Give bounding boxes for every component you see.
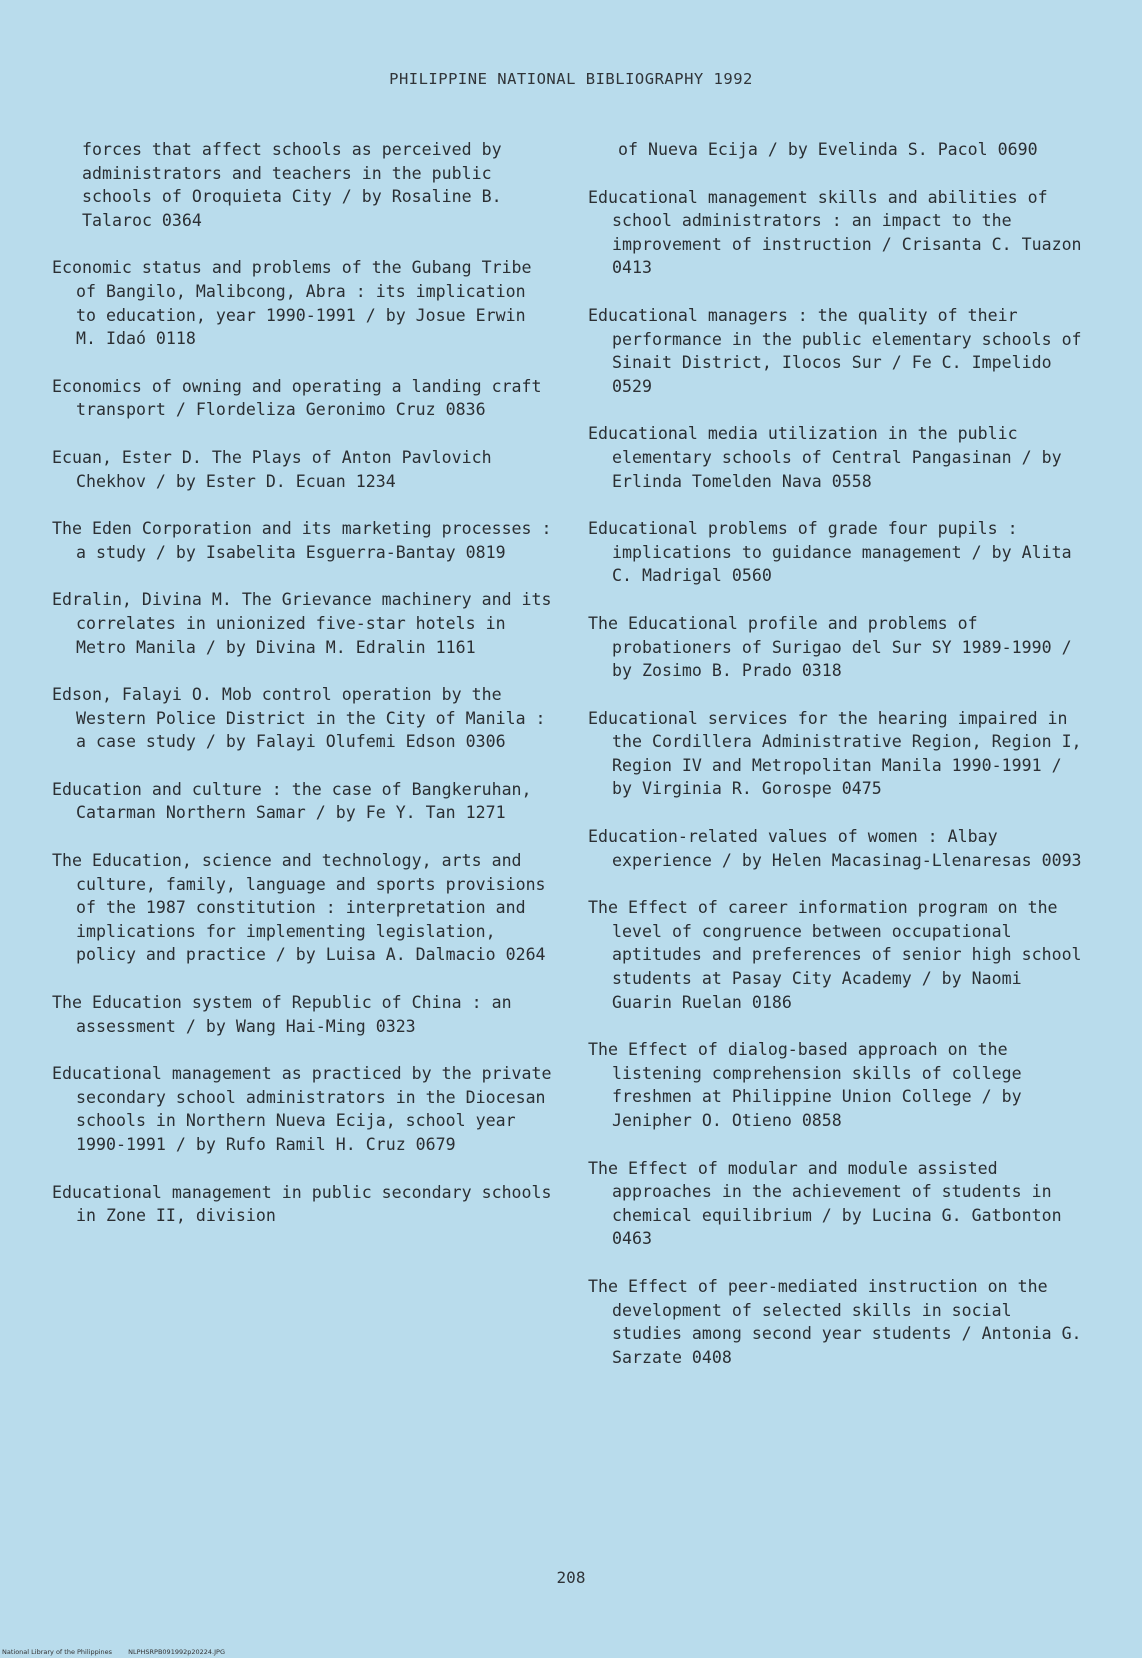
bibliography-entry: Educational managers : the quality of their performance in the public elementary schools of Sinait District, Ilocos Sur / Fe C. Impelido 0529	[588, 305, 1082, 396]
bibliography-entry: The Effect of peer-mediated instruction on the development of selected skills in social studies among second year students / Antonia G. Sarzate 0408	[588, 1276, 1082, 1367]
left-column	[52, 138, 552, 1252]
bibliography-entry: The Educational profile and problems of probationers of Surigao del Sur SY 1989-1990 / by Zosimo B. Prado 0318	[588, 613, 1072, 681]
bibliography-entry: The Effect of modular and module assisted approaches in the achievement of students in chemical equilibrium / by Lucina G. Gatbonton 0463	[588, 1158, 1062, 1249]
bibliography-entry: Education and culture : the case of Bangkeruhan, Catarman Northern Samar / by Fe Y. Tan 1271	[52, 779, 532, 823]
footer-credit	[2, 1648, 239, 1656]
bibliography-entry: Educational services for the hearing impaired in the Cordillera Administrative Region, Region I, Region IV and Metropolitan Manila 1990-1991 / by Virginia R. Gorospe 0475	[588, 708, 1082, 799]
bibliography-entry: Edson, Falayi O. Mob control operation by the Western Police District in the City of Manila : a case study / by Falayi Olufemi Edson 0306	[52, 685, 546, 752]
bibliography-entry: The Effect of career information program on the level of congruence between occupational aptitudes and preferences of senior high school students at Pasay City Academy / by Naomi Guarin Ruelan 0186	[588, 898, 1082, 1012]
bibliography-entry: The Education, science and technology, arts and culture, family, language and sports provisions of the 1987 constitution : interpretation and implications for implementing legislation, policy and practice / by Luisa A. Dalmacio 0264	[52, 851, 546, 965]
right-column	[588, 138, 1088, 1393]
bibliography-entry: Educational management as practiced by the private secondary school administrators in the Diocesan schools in Northern Nueva Ecija, school year 1990-1991 / by Rufo Ramil H. Cruz 0679	[52, 1064, 552, 1154]
bibliography-entry: The Effect of dialog-based approach on the listening comprehension skills of college freshmen at Philippine Union College / by Jenipher O. Otieno 0858	[588, 1040, 1022, 1130]
bibliography-entry: Ecuan, Ester D. The Plays of Anton Pavlovich Chekhov / by Ester D. Ecuan 1234	[52, 447, 492, 491]
bibliography-entry: Education-related values of women : Albay experience / by Helen Macasinag-Llenaresas 0093	[588, 827, 1082, 870]
page-number: 208	[556, 1568, 586, 1587]
footer-filename: NLPHSRPB091992p20224.JPG	[128, 1648, 225, 1656]
bibliography-entry: Educational management in public secondary schools in Zone II, division	[52, 1182, 552, 1226]
bibliography-entry: The Education system of Republic of China : an assessment / by Wang Hai-Ming 0323	[52, 993, 512, 1036]
bibliography-entry: Educational management skills and abilities of school administrators : an impact to the improvement of instruction / Crisanta C. Tuazon 0413	[588, 187, 1082, 278]
bibliography-entry: The Eden Corporation and its marketing processes : a study / by Isabelita Esguerra-Bantay 0819	[52, 519, 552, 562]
bibliography-entry: Economic status and problems of the Gubang Tribe of Bangilo, Malibcong, Abra : its implication to education, year 1990-1991 / by Josue Erwin M. Idaó 0118	[52, 258, 532, 349]
bibliography-entry: forces that affect schools as perceived by administrators and teachers in the public schools of Oroquieta City / by Rosaline B. Talaroc 0364	[82, 140, 502, 230]
bibliography-entry: Economics of owning and operating a landing craft transport / Flordeliza Geronimo Cruz 0836	[52, 376, 542, 420]
bibliography-entry: Edralin, Divina M. The Grievance machinery and its correlates in unionized five-star hotels in Metro Manila / by Divina M. Edralin 1161	[52, 590, 552, 657]
bibliography-entry: of Nueva Ecija / by Evelinda S. Pacol 0690	[618, 140, 1038, 159]
bibliography-entry: Educational problems of grade four pupils : implications to guidance management / by Alita C. Madrigal 0560	[588, 519, 1072, 586]
footer-library: National Library of the Philippines	[2, 1648, 113, 1656]
bibliography-entry: Educational media utilization in the public elementary schools of Central Pangasinan / by Erlinda Tomelden Nava 0558	[588, 424, 1062, 491]
page-header: PHILIPPINE NATIONAL BIBLIOGRAPHY 1992	[389, 70, 753, 88]
